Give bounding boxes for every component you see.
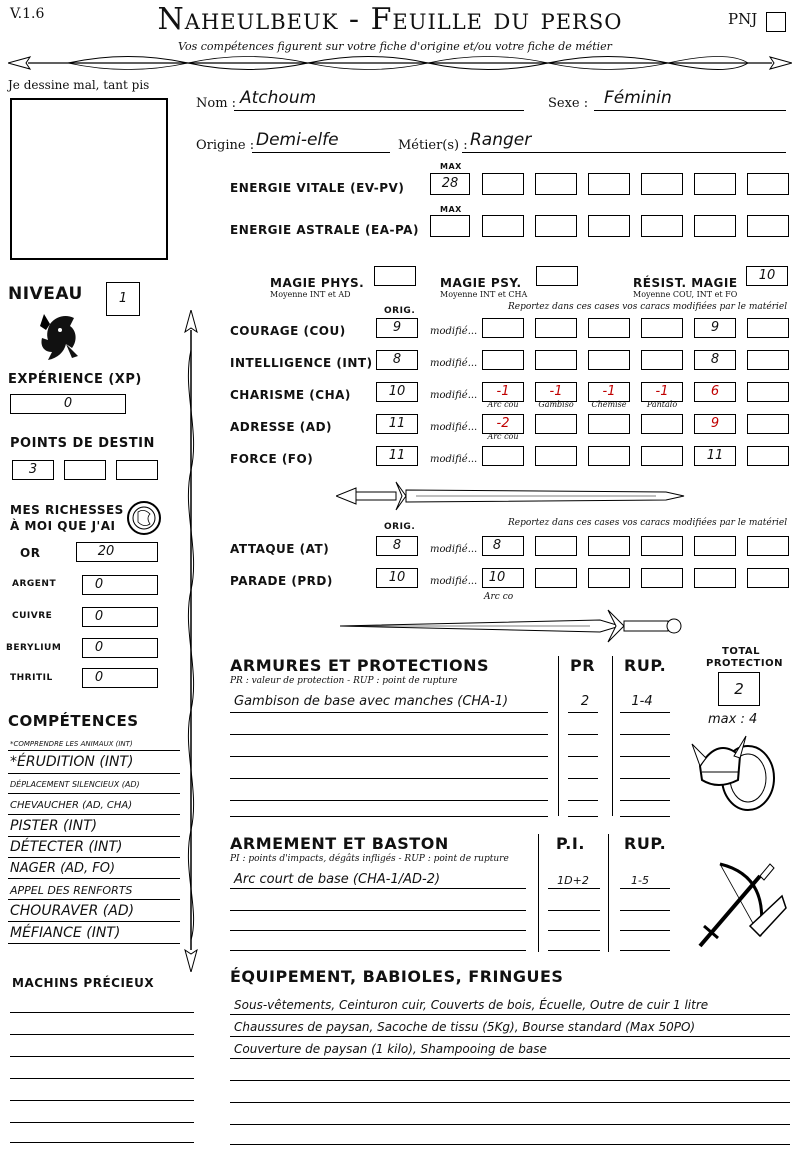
resist-note: Moyenne COU, INT et FO bbox=[633, 290, 738, 299]
stat-cell-2-2[interactable] bbox=[535, 350, 577, 370]
metier-label: Métier(s) : bbox=[398, 138, 468, 153]
stat-label-4: ADRESSE (AD) bbox=[230, 420, 333, 434]
weapon-rule-rup-1 bbox=[620, 888, 670, 889]
skill-2: *ÉRUDITION (INT) bbox=[10, 754, 134, 770]
stat-label-3: CHARISME (CHA) bbox=[230, 388, 351, 402]
ea-box-5[interactable] bbox=[694, 215, 736, 237]
armor-rule-pr-4 bbox=[568, 778, 598, 779]
combat-cell-2-4[interactable] bbox=[641, 568, 683, 588]
armor-rule-rup-5 bbox=[620, 800, 670, 801]
destin-box-3[interactable] bbox=[116, 460, 158, 480]
weapon-rule-rup-4 bbox=[620, 950, 670, 951]
thritil-label: THRITIL bbox=[10, 673, 53, 683]
spear-ornament bbox=[180, 310, 202, 972]
stat-note-3-3: Chemise bbox=[591, 400, 627, 409]
portrait-caption: Je dessine mal, tant pis bbox=[8, 78, 150, 92]
armor-row-1-pr[interactable]: 2 bbox=[580, 694, 590, 709]
stat-cell-2-4[interactable] bbox=[641, 350, 683, 370]
total-protection-label-1: TOTAL bbox=[722, 646, 760, 657]
armor-rule-5 bbox=[230, 800, 548, 801]
niveau-value: 1 bbox=[118, 291, 128, 306]
stat-modifie-1: modifié... bbox=[430, 326, 478, 337]
combat-modifie-2: modifié... bbox=[430, 576, 478, 587]
armor-rule-pr-6 bbox=[568, 816, 598, 817]
weapon-rule-pi-3 bbox=[548, 930, 600, 931]
stat-cell-5-3[interactable] bbox=[588, 446, 630, 466]
version-label: V.1.6 bbox=[10, 6, 45, 22]
armor-rule-rup-2 bbox=[620, 734, 670, 735]
ev-box-5[interactable] bbox=[694, 173, 736, 195]
argent-value: 0 bbox=[94, 577, 104, 592]
stats-note: Reportez dans ces cases vos caracs modifiées par le matériel bbox=[508, 302, 788, 312]
combat-first-2: 10 bbox=[488, 570, 506, 585]
richesses-label-2: À MOI QUE J'AI bbox=[10, 519, 116, 533]
armor-rule-1 bbox=[230, 712, 548, 713]
xp-value: 0 bbox=[63, 396, 73, 411]
equipement-title: ÉQUIPEMENT, BABIOLES, FRINGUES bbox=[230, 967, 564, 986]
stat-modifie-5: modifié... bbox=[430, 454, 478, 465]
ev-max-value: 28 bbox=[441, 176, 459, 191]
magie-psy-box[interactable] bbox=[536, 266, 578, 286]
pnj-label: PNJ bbox=[728, 10, 758, 28]
armement-col-rup: RUP. bbox=[624, 834, 667, 853]
ea-box-6[interactable] bbox=[747, 215, 789, 237]
weapon-rule-1 bbox=[230, 888, 526, 889]
skill-8: APPEL DES RENFORTS bbox=[10, 884, 133, 897]
ev-box-4[interactable] bbox=[641, 173, 683, 195]
armor-rule-6 bbox=[230, 816, 548, 817]
parade-note: Arc co bbox=[484, 592, 514, 602]
equipment-line-3[interactable]: Couverture de paysan (1 kilo), Shampooing de base bbox=[234, 1042, 547, 1056]
header-spear-ornament bbox=[8, 52, 792, 74]
combat-cell-1-6[interactable] bbox=[747, 536, 789, 556]
stat-modifie-4: modifié... bbox=[430, 422, 478, 433]
weapon-rule-pi-2 bbox=[548, 910, 600, 911]
max-label-ea: MAX bbox=[440, 205, 462, 214]
armor-row-1-name[interactable]: Gambison de base avec manches (CHA-1) bbox=[234, 694, 509, 709]
max-label-ev: MAX bbox=[440, 162, 462, 171]
equipment-line-2[interactable]: Chaussures de paysan, Sacoche de tissu (5Kg), Bourse standard (Max 50PO) bbox=[234, 1020, 696, 1034]
stat-final-2-4: 8 bbox=[710, 352, 720, 367]
page-title: Naheulbeuk - Feuille du perso bbox=[157, 2, 623, 37]
argent-label: ARGENT bbox=[12, 579, 57, 589]
weapon-row-1-rup[interactable]: 1-5 bbox=[631, 874, 649, 887]
total-protection-max: max : 4 bbox=[708, 712, 758, 727]
combat-cell-2-6[interactable] bbox=[747, 568, 789, 588]
armor-rule-pr-2 bbox=[568, 734, 598, 735]
stat-cell-3-6[interactable] bbox=[747, 382, 789, 402]
portrait-box[interactable] bbox=[10, 98, 168, 260]
weapon-rule-4 bbox=[230, 950, 526, 951]
combat-cell-2-3[interactable] bbox=[588, 568, 630, 588]
stat-cell-1-1[interactable] bbox=[482, 318, 524, 338]
thritil-value: 0 bbox=[94, 670, 104, 685]
ea-box-4[interactable] bbox=[641, 215, 683, 237]
destin-value-1: 3 bbox=[28, 462, 38, 477]
armures-col-pr: PR bbox=[570, 656, 596, 675]
or-value: 20 bbox=[97, 544, 115, 559]
cuivre-value: 0 bbox=[94, 609, 104, 624]
armor-rule-rup-6 bbox=[620, 816, 670, 817]
stat-final-4-4: 9 bbox=[710, 416, 720, 431]
stat-cell-1-2[interactable] bbox=[535, 318, 577, 338]
stats-orig-label: ORIG. bbox=[384, 306, 416, 316]
armor-rule-4 bbox=[230, 778, 548, 779]
total-protection-value: 2 bbox=[734, 680, 744, 698]
combat-cell-2-2[interactable] bbox=[535, 568, 577, 588]
stat-note-3-2: Gambiso bbox=[538, 400, 574, 409]
stat-cell-5-1[interactable] bbox=[482, 446, 524, 466]
destin-label: POINTS DE DESTIN bbox=[10, 436, 155, 451]
stat-cell-4-6[interactable] bbox=[747, 414, 789, 434]
stat-cell-4-2[interactable] bbox=[535, 414, 577, 434]
combat-cell-1-5[interactable] bbox=[694, 536, 736, 556]
competences-title: COMPÉTENCES bbox=[8, 712, 139, 730]
ea-box-1[interactable] bbox=[482, 215, 524, 237]
equipment-line-1[interactable]: Sous-vêtements, Ceinturon cuir, Couverts de bois, Écuelle, Outre de cuir 1 litre bbox=[234, 998, 709, 1012]
armor-rule-3 bbox=[230, 756, 548, 757]
stat-final-3-4: 6 bbox=[710, 384, 720, 399]
weapon-rule-rup-3 bbox=[620, 930, 670, 931]
cuivre-label: CUIVRE bbox=[12, 611, 53, 621]
stat-modifie-3: modifié... bbox=[430, 390, 478, 401]
stat-cell-1-4[interactable] bbox=[641, 318, 683, 338]
weapon-rule-2 bbox=[230, 910, 526, 911]
nom-value[interactable]: Atchoum bbox=[240, 88, 317, 108]
ea-label: ENERGIE ASTRALE (EA-PA) bbox=[230, 223, 419, 237]
ev-box-6[interactable] bbox=[747, 173, 789, 195]
combat-cell-1-4[interactable] bbox=[641, 536, 683, 556]
berylium-label: BERYLIUM bbox=[6, 643, 62, 653]
pnj-checkbox[interactable] bbox=[766, 12, 786, 32]
armor-rule-rup-3 bbox=[620, 756, 670, 757]
armor-rule-rup-4 bbox=[620, 778, 670, 779]
combat-label-1: ATTAQUE (AT) bbox=[230, 542, 330, 556]
armor-rule-pr-1 bbox=[568, 712, 598, 713]
stat-cell-2-3[interactable] bbox=[588, 350, 630, 370]
armor-rule-rup-1 bbox=[620, 712, 670, 713]
stat-orig-value-4: 11 bbox=[388, 416, 406, 431]
weapons-icon bbox=[690, 856, 790, 956]
stat-label-2: INTELLIGENCE (INT) bbox=[230, 356, 373, 370]
combat-orig-value-1: 8 bbox=[392, 538, 402, 553]
weapon-row-1-name[interactable]: Arc court de base (CHA-1/AD-2) bbox=[234, 872, 441, 887]
ea-max-box[interactable] bbox=[430, 215, 470, 237]
stat-cell-5-6[interactable] bbox=[747, 446, 789, 466]
skill-10: MÉFIANCE (INT) bbox=[10, 925, 121, 941]
ev-box-3[interactable] bbox=[588, 173, 630, 195]
ea-box-3[interactable] bbox=[588, 215, 630, 237]
skill-7: NAGER (AD, FO) bbox=[10, 861, 116, 876]
stat-cell-2-6[interactable] bbox=[747, 350, 789, 370]
armement-subtitle: PI : points d'impacts, dégâts infligés - RUP : point de rupture bbox=[230, 854, 509, 864]
berylium-value: 0 bbox=[94, 640, 104, 655]
stat-cell-4-4[interactable] bbox=[641, 414, 683, 434]
metier-value[interactable]: Ranger bbox=[470, 130, 532, 150]
stat-cell-4-3[interactable] bbox=[588, 414, 630, 434]
or-label: OR bbox=[20, 546, 41, 560]
weapon-rule-pi-4 bbox=[548, 950, 600, 951]
stat-orig-value-3: 10 bbox=[388, 384, 406, 399]
armor-row-1-rup[interactable]: 1-4 bbox=[631, 694, 653, 709]
combat-modifie-1: modifié... bbox=[430, 544, 478, 555]
coin-icon bbox=[126, 500, 162, 536]
weapon-rule-3 bbox=[230, 930, 526, 931]
magie-phys-label: MAGIE PHYS. bbox=[270, 276, 365, 290]
armures-col-rup: RUP. bbox=[624, 656, 667, 675]
stat-cell-5-2[interactable] bbox=[535, 446, 577, 466]
magie-psy-note: Moyenne INT et CHA bbox=[440, 290, 528, 299]
niveau-label: NIVEAU bbox=[8, 284, 83, 304]
skill-5: PISTER (INT) bbox=[10, 818, 98, 834]
combat-label-2: PARADE (PRD) bbox=[230, 574, 333, 588]
skill-9: CHOURAVER (AD) bbox=[10, 903, 135, 919]
resist-value: 10 bbox=[758, 268, 776, 283]
combat-cell-2-5[interactable] bbox=[694, 568, 736, 588]
magie-phys-box[interactable] bbox=[374, 266, 416, 286]
magie-psy-label: MAGIE PSY. bbox=[440, 276, 522, 290]
ev-box-1[interactable] bbox=[482, 173, 524, 195]
weapon-row-1-pi[interactable]: 1D+2 bbox=[557, 874, 589, 887]
stat-note-4-1: Arc cou bbox=[487, 432, 519, 441]
skill-6: DÉTECTER (INT) bbox=[10, 839, 123, 855]
stat-cell-1-3[interactable] bbox=[588, 318, 630, 338]
skill-3: DÉPLACEMENT SILENCIEUX (AD) bbox=[10, 780, 140, 789]
armor-rule-2 bbox=[230, 734, 548, 735]
armement-col-pi: P.I. bbox=[556, 834, 585, 853]
stat-orig-value-2: 8 bbox=[392, 352, 402, 367]
ea-box-2[interactable] bbox=[535, 215, 577, 237]
resist-label: RÉSIST. MAGIE bbox=[633, 276, 738, 290]
armor-rule-pr-5 bbox=[568, 800, 598, 801]
armement-title: ARMEMENT ET BASTON bbox=[230, 834, 449, 853]
skill-1: *COMPRENDRE LES ANIMAUX (INT) bbox=[10, 740, 133, 748]
stat-orig-value-1: 9 bbox=[392, 320, 402, 335]
combat-cell-1-2[interactable] bbox=[535, 536, 577, 556]
stat-note-3-1: Arc cou bbox=[487, 400, 519, 409]
armures-title: ARMURES ET PROTECTIONS bbox=[230, 656, 489, 675]
xp-label: EXPÉRIENCE (XP) bbox=[8, 372, 142, 387]
combat-orig-value-2: 10 bbox=[388, 570, 406, 585]
armures-subtitle: PR : valeur de protection - RUP : point de rupture bbox=[230, 676, 458, 686]
sword-ornament-2 bbox=[340, 608, 685, 644]
sexe-label: Sexe : bbox=[548, 96, 589, 111]
nom-label: Nom : bbox=[196, 96, 237, 111]
helmet-shield-icon bbox=[690, 726, 780, 816]
combat-cell-1-3[interactable] bbox=[588, 536, 630, 556]
ev-label: ENERGIE VITALE (EV-PV) bbox=[230, 181, 405, 195]
stat-label-5: FORCE (FO) bbox=[230, 452, 314, 466]
armor-rule-pr-3 bbox=[568, 756, 598, 757]
stat-cell-5-4[interactable] bbox=[641, 446, 683, 466]
dragon-icon bbox=[36, 308, 82, 364]
sexe-value[interactable]: Féminin bbox=[604, 88, 672, 108]
weapon-rule-rup-2 bbox=[620, 910, 670, 911]
stat-mod-3-2: -1 bbox=[549, 384, 563, 399]
origine-value[interactable]: Demi-elfe bbox=[256, 130, 339, 150]
destin-box-2[interactable] bbox=[64, 460, 106, 480]
stat-cell-2-1[interactable] bbox=[482, 350, 524, 370]
page-subtitle: Vos compétences figurent sur votre fiche d'origine et/ou votre fiche de métier bbox=[178, 40, 612, 53]
machins-precieux-title: MACHINS PRÉCIEUX bbox=[12, 976, 155, 990]
stat-cell-1-6[interactable] bbox=[747, 318, 789, 338]
stat-final-1-4: 9 bbox=[710, 320, 720, 335]
total-protection-label-2: PROTECTION bbox=[706, 658, 783, 669]
sword-ornament-1 bbox=[336, 478, 686, 514]
weapon-rule-pi-1 bbox=[548, 888, 600, 889]
ev-box-2[interactable] bbox=[535, 173, 577, 195]
combat-first-1: 8 bbox=[492, 538, 502, 553]
stat-mod-3-4: -1 bbox=[655, 384, 669, 399]
stat-label-1: COURAGE (COU) bbox=[230, 324, 346, 338]
stat-final-5-4: 11 bbox=[706, 448, 724, 463]
magie-phys-note: Moyenne INT et AD bbox=[270, 290, 351, 299]
combat-note: Reportez dans ces cases vos caracs modifiées par le matériel bbox=[508, 518, 788, 528]
stat-orig-value-5: 11 bbox=[388, 448, 406, 463]
skill-4: CHEVAUCHER (AD, CHA) bbox=[10, 800, 133, 811]
richesses-label-1: MES RICHESSES bbox=[10, 503, 124, 517]
stat-note-3-4: Pantalo bbox=[646, 400, 678, 409]
stat-mod-3-3: -1 bbox=[602, 384, 616, 399]
stat-modifie-2: modifié... bbox=[430, 358, 478, 369]
combat-orig-label: ORIG. bbox=[384, 522, 416, 532]
origine-label: Origine : bbox=[196, 138, 255, 153]
stat-mod-3-1: -1 bbox=[496, 384, 510, 399]
stat-mod-4-1: -2 bbox=[496, 416, 510, 431]
